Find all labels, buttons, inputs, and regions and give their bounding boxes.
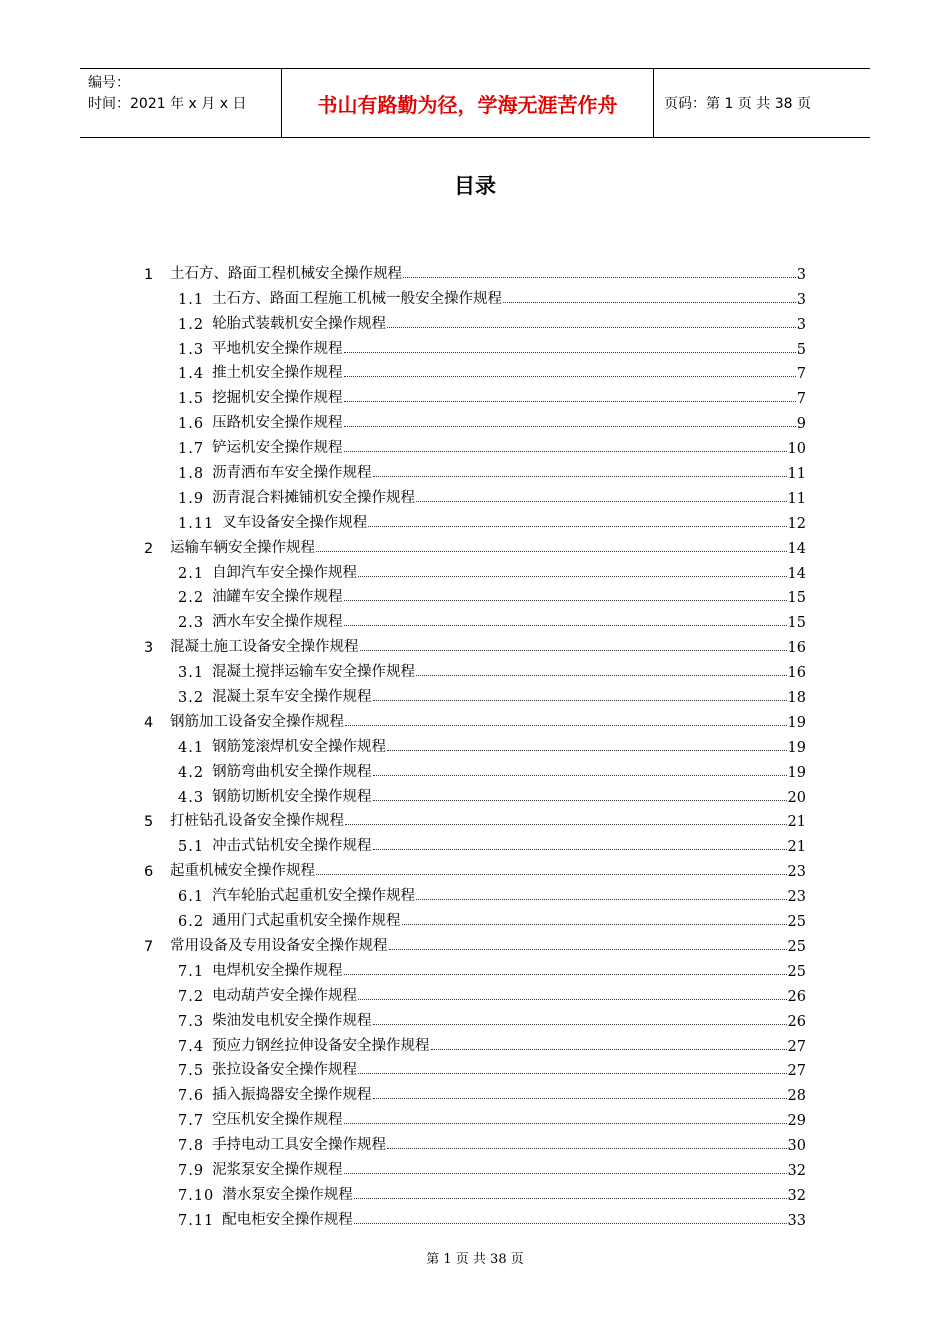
toc-entry-title: 插入振捣器安全操作规程 — [212, 1087, 372, 1104]
toc-dot-leader — [416, 675, 786, 676]
toc-entry-page-number: 7 — [796, 366, 806, 383]
toc-dot-leader — [387, 1148, 786, 1149]
toc-entry-title: 平地机安全操作规程 — [212, 340, 343, 357]
toc-entry-page-number: 21 — [787, 814, 806, 831]
toc-dot-leader — [373, 476, 787, 477]
header-page-info: 页码：第 1 页 共 38 页 — [664, 96, 811, 112]
toc-entry-page-number: 18 — [787, 690, 806, 707]
toc-dot-leader — [389, 949, 787, 950]
toc-entry-page-number: 12 — [787, 515, 806, 532]
toc-section-entry[interactable] — [140, 1204, 806, 1229]
toc-section-entry[interactable] — [140, 507, 806, 532]
toc-dot-leader — [316, 551, 787, 552]
toc-entry-title: 通用门式起重机安全操作规程 — [212, 913, 401, 930]
toc-entry-page-number: 3 — [796, 266, 806, 283]
toc-section-entry[interactable] — [140, 731, 806, 756]
toc-dot-leader — [344, 974, 787, 975]
toc-dot-leader — [387, 750, 786, 751]
toc-entry-number: 4 — [144, 714, 154, 731]
toc-section-entry[interactable] — [140, 681, 806, 706]
toc-entry-number: 7 — [144, 938, 154, 955]
toc-chapter-entry[interactable] — [140, 806, 806, 831]
toc-entry-title: 自卸汽车安全操作规程 — [212, 564, 358, 581]
toc-entry-title: 钢筋切断机安全操作规程 — [212, 788, 372, 805]
toc-dot-leader — [344, 451, 787, 452]
toc-entry-number: 3.2 — [178, 690, 205, 707]
toc-section-entry[interactable] — [140, 432, 806, 457]
toc-section-entry[interactable] — [140, 407, 806, 432]
toc-entry-page-number: 21 — [787, 839, 806, 856]
toc-entry-page-number: 11 — [787, 466, 806, 483]
toc-entry-number: 1.2 — [178, 316, 205, 333]
toc-dot-leader — [345, 725, 787, 726]
toc-dot-leader — [344, 426, 796, 427]
toc-section-entry[interactable] — [140, 1129, 806, 1154]
toc-dot-leader — [416, 899, 786, 900]
toc-section-entry[interactable] — [140, 980, 806, 1005]
toc-dot-leader — [358, 576, 786, 577]
toc-entry-page-number: 7 — [796, 391, 806, 408]
toc-entry-page-number: 25 — [787, 914, 806, 931]
toc-dot-leader — [402, 924, 787, 925]
toc-section-entry[interactable] — [140, 781, 806, 806]
toc-section-entry[interactable] — [140, 457, 806, 482]
toc-entry-page-number: 32 — [787, 1162, 806, 1179]
toc-entry-page-number: 23 — [787, 864, 806, 881]
toc-entry-page-number: 19 — [787, 714, 806, 731]
toc-entry-number: 1.3 — [178, 341, 205, 358]
toc-entry-number: 7.11 — [178, 1212, 215, 1229]
toc-entry-page-number: 27 — [787, 1063, 806, 1080]
toc-entry-page-number: 30 — [787, 1138, 806, 1155]
toc-entry-number: 7.7 — [178, 1113, 205, 1130]
toc-entry-number: 7.8 — [178, 1138, 205, 1155]
toc-entry-page-number: 3 — [796, 291, 806, 308]
toc-entry-number: 4.2 — [178, 764, 205, 781]
toc-entry-title: 打桩钻孔设备安全操作规程 — [170, 813, 344, 830]
toc-entry-page-number: 26 — [787, 988, 806, 1005]
toc-dot-leader — [354, 1198, 787, 1199]
toc-entry-page-number: 14 — [787, 540, 806, 557]
toc-entry-title: 轮胎式装载机安全操作规程 — [212, 315, 387, 332]
toc-section-entry[interactable] — [140, 308, 806, 333]
toc-dot-leader — [373, 700, 787, 701]
toc-dot-leader — [344, 1173, 787, 1174]
toc-entry-number: 7.4 — [178, 1038, 205, 1055]
toc-entry-page-number: 3 — [796, 316, 806, 333]
toc-entry-title: 电焊机安全操作规程 — [212, 962, 343, 979]
toc-entry-title: 汽车轮胎式起重机安全操作规程 — [212, 888, 416, 905]
toc-entry-page-number: 15 — [787, 615, 806, 632]
toc-entry-title: 潜水泵安全操作规程 — [222, 1186, 353, 1203]
toc-entry-title: 油罐车安全操作规程 — [212, 589, 343, 606]
toc-section-entry[interactable] — [140, 1055, 806, 1080]
page-title: 目录 — [454, 174, 496, 198]
toc-entry-number: 7.5 — [178, 1063, 205, 1080]
toc-entry-number: 7.1 — [178, 963, 205, 980]
toc-dot-leader — [344, 352, 796, 353]
toc-dot-leader — [316, 874, 787, 875]
toc-dot-leader — [373, 1024, 787, 1025]
toc-entry-page-number: 16 — [787, 665, 806, 682]
toc-dot-leader — [344, 1123, 787, 1124]
toc-entry-page-number: 19 — [787, 764, 806, 781]
header-motto: 书山有路勤为径，学海无涯苦作舟 — [282, 69, 654, 137]
toc-entry-number: 2 — [144, 540, 154, 557]
toc-entry-number: 1.4 — [178, 366, 205, 383]
toc-entry-title: 电动葫芦安全操作规程 — [212, 987, 358, 1004]
toc-entry-number: 6 — [144, 864, 154, 881]
toc-entry-page-number: 26 — [787, 1013, 806, 1030]
toc-entry-number: 7.2 — [178, 988, 205, 1005]
toc-entry-page-number: 5 — [796, 341, 806, 358]
toc-dot-leader — [373, 775, 787, 776]
toc-dot-leader — [354, 1223, 787, 1224]
toc-entry-number: 1.9 — [178, 490, 205, 507]
toc-entry-page-number: 11 — [787, 490, 806, 507]
toc-section-entry[interactable] — [140, 606, 806, 631]
toc-entry-title: 张拉设备安全操作规程 — [212, 1062, 358, 1079]
toc-entry-page-number: 32 — [787, 1187, 806, 1204]
toc-entry-page-number: 23 — [787, 889, 806, 906]
toc-entry-title: 钢筋笼滚焊机安全操作规程 — [212, 738, 387, 755]
toc-entry-page-number: 29 — [787, 1113, 806, 1130]
toc-entry-title: 钢筋弯曲机安全操作规程 — [212, 763, 372, 780]
toc-entry-number: 7.6 — [178, 1088, 205, 1105]
table-of-contents — [140, 258, 806, 1229]
toc-section-entry[interactable] — [140, 1079, 806, 1104]
toc-dot-leader — [358, 1073, 786, 1074]
toc-dot-leader — [368, 526, 786, 527]
toc-dot-leader — [373, 1098, 787, 1099]
toc-chapter-entry[interactable] — [140, 930, 806, 955]
toc-entry-number: 4.3 — [178, 789, 205, 806]
toc-entry-number: 1.8 — [178, 466, 205, 483]
toc-entry-number: 1.5 — [178, 391, 205, 408]
toc-entry-number: 2.3 — [178, 615, 205, 632]
toc-entry-title: 压路机安全操作规程 — [212, 415, 343, 432]
toc-dot-leader — [344, 600, 787, 601]
toc-entry-number: 1.7 — [178, 441, 205, 458]
toc-entry-number: 3.1 — [178, 665, 205, 682]
toc-section-entry[interactable] — [140, 905, 806, 930]
document-number-label: 编号： — [88, 75, 130, 91]
toc-entry-number: 1.1 — [178, 291, 205, 308]
toc-dot-leader — [344, 376, 796, 377]
toc-entry-page-number: 20 — [787, 789, 806, 806]
toc-entry-title: 沥青洒布车安全操作规程 — [212, 465, 372, 482]
toc-entry-title: 推土机安全操作规程 — [212, 365, 343, 382]
toc-entry-title: 土石方、路面工程施工机械一般安全操作规程 — [212, 290, 503, 307]
toc-section-entry[interactable] — [140, 1005, 806, 1030]
toc-entry-page-number: 16 — [787, 640, 806, 657]
toc-chapter-entry[interactable] — [140, 706, 806, 731]
toc-entry-number: 1.11 — [178, 515, 215, 532]
toc-entry-title: 起重机械安全操作规程 — [170, 863, 315, 880]
toc-entry-page-number: 28 — [787, 1088, 806, 1105]
toc-entry-title: 混凝土泵车安全操作规程 — [212, 689, 372, 706]
toc-entry-page-number: 33 — [787, 1212, 806, 1229]
toc-dot-leader — [360, 650, 787, 651]
toc-dot-leader — [431, 1049, 787, 1050]
toc-entry-title: 钢筋加工设备安全操作规程 — [170, 713, 344, 730]
toc-section-entry[interactable] — [140, 1104, 806, 1129]
toc-entry-page-number: 15 — [787, 590, 806, 607]
toc-dot-leader — [344, 401, 796, 402]
toc-entry-number: 5.1 — [178, 839, 205, 856]
toc-section-entry[interactable] — [140, 283, 806, 308]
toc-dot-leader — [373, 849, 787, 850]
toc-entry-page-number: 27 — [787, 1038, 806, 1055]
toc-dot-leader — [416, 501, 786, 502]
toc-section-entry[interactable] — [140, 656, 806, 681]
toc-chapter-entry[interactable] — [140, 855, 806, 880]
toc-section-entry[interactable] — [140, 358, 806, 383]
toc-section-entry[interactable] — [140, 955, 806, 980]
toc-dot-leader — [403, 277, 796, 278]
toc-entry-title: 混凝土搅拌运输车安全操作规程 — [212, 664, 416, 681]
toc-chapter-entry[interactable] — [140, 532, 806, 557]
toc-section-entry[interactable] — [140, 333, 806, 358]
toc-section-entry[interactable] — [140, 1179, 806, 1204]
toc-entry-number: 3 — [144, 640, 154, 657]
toc-entry-number: 4.1 — [178, 739, 205, 756]
toc-entry-title: 混凝土施工设备安全操作规程 — [170, 639, 359, 656]
header-meta — [80, 69, 282, 137]
toc-entry-title: 叉车设备安全操作规程 — [222, 514, 368, 531]
page-header — [80, 68, 870, 138]
toc-entry-title: 挖掘机安全操作规程 — [212, 390, 343, 407]
toc-chapter-entry[interactable] — [140, 258, 806, 283]
toc-entry-number: 6.2 — [178, 914, 205, 931]
toc-entry-number: 2.2 — [178, 590, 205, 607]
toc-entry-page-number: 9 — [796, 416, 806, 433]
toc-entry-number: 5 — [144, 814, 154, 831]
toc-chapter-entry[interactable] — [140, 631, 806, 656]
toc-entry-number: 1.6 — [178, 416, 205, 433]
toc-entry-title: 空压机安全操作规程 — [212, 1112, 343, 1129]
toc-dot-leader — [387, 327, 796, 328]
toc-entry-title: 泥浆泵安全操作规程 — [212, 1161, 343, 1178]
toc-entry-title: 配电柜安全操作规程 — [222, 1211, 353, 1228]
toc-dot-leader — [358, 999, 786, 1000]
page-footer: 第 1 页 共 38 页 — [426, 1252, 524, 1267]
toc-entry-title: 沥青混合料摊铺机安全操作规程 — [212, 489, 416, 506]
document-date: 时间：2021 年 x 月 x 日 — [88, 96, 247, 112]
toc-entry-title: 铲运机安全操作规程 — [212, 440, 343, 457]
toc-entry-title: 冲击式钻机安全操作规程 — [212, 838, 372, 855]
toc-entry-number: 7.3 — [178, 1013, 205, 1030]
toc-dot-leader — [344, 625, 787, 626]
toc-entry-page-number: 14 — [787, 565, 806, 582]
toc-section-entry[interactable] — [140, 557, 806, 582]
toc-entry-page-number: 25 — [787, 963, 806, 980]
toc-entry-number: 7.9 — [178, 1162, 205, 1179]
toc-entry-page-number: 19 — [787, 739, 806, 756]
toc-entry-title: 手持电动工具安全操作规程 — [212, 1137, 387, 1154]
toc-entry-number: 1 — [144, 266, 154, 283]
toc-section-entry[interactable] — [140, 1154, 806, 1179]
toc-section-entry[interactable] — [140, 830, 806, 855]
toc-section-entry[interactable] — [140, 880, 806, 905]
toc-entry-title: 土石方、路面工程机械安全操作规程 — [170, 265, 402, 282]
toc-entry-page-number: 25 — [787, 938, 806, 955]
toc-entry-number: 2.1 — [178, 565, 205, 582]
toc-entry-title: 柴油发电机安全操作规程 — [212, 1012, 372, 1029]
toc-section-entry[interactable] — [140, 582, 806, 607]
toc-entry-number: 6.1 — [178, 889, 205, 906]
toc-section-entry[interactable] — [140, 756, 806, 781]
toc-entry-title: 常用设备及专用设备安全操作规程 — [170, 937, 388, 954]
toc-section-entry[interactable] — [140, 1030, 806, 1055]
toc-section-entry[interactable] — [140, 482, 806, 507]
toc-entry-title: 预应力钢丝拉伸设备安全操作规程 — [212, 1037, 430, 1054]
toc-section-entry[interactable] — [140, 382, 806, 407]
toc-dot-leader — [503, 302, 796, 303]
toc-entry-title: 运输车辆安全操作规程 — [170, 539, 315, 556]
toc-entry-number: 7.10 — [178, 1187, 215, 1204]
toc-entry-page-number: 10 — [787, 441, 806, 458]
toc-dot-leader — [373, 800, 787, 801]
toc-entry-title: 洒水车安全操作规程 — [212, 614, 343, 631]
toc-dot-leader — [345, 824, 787, 825]
